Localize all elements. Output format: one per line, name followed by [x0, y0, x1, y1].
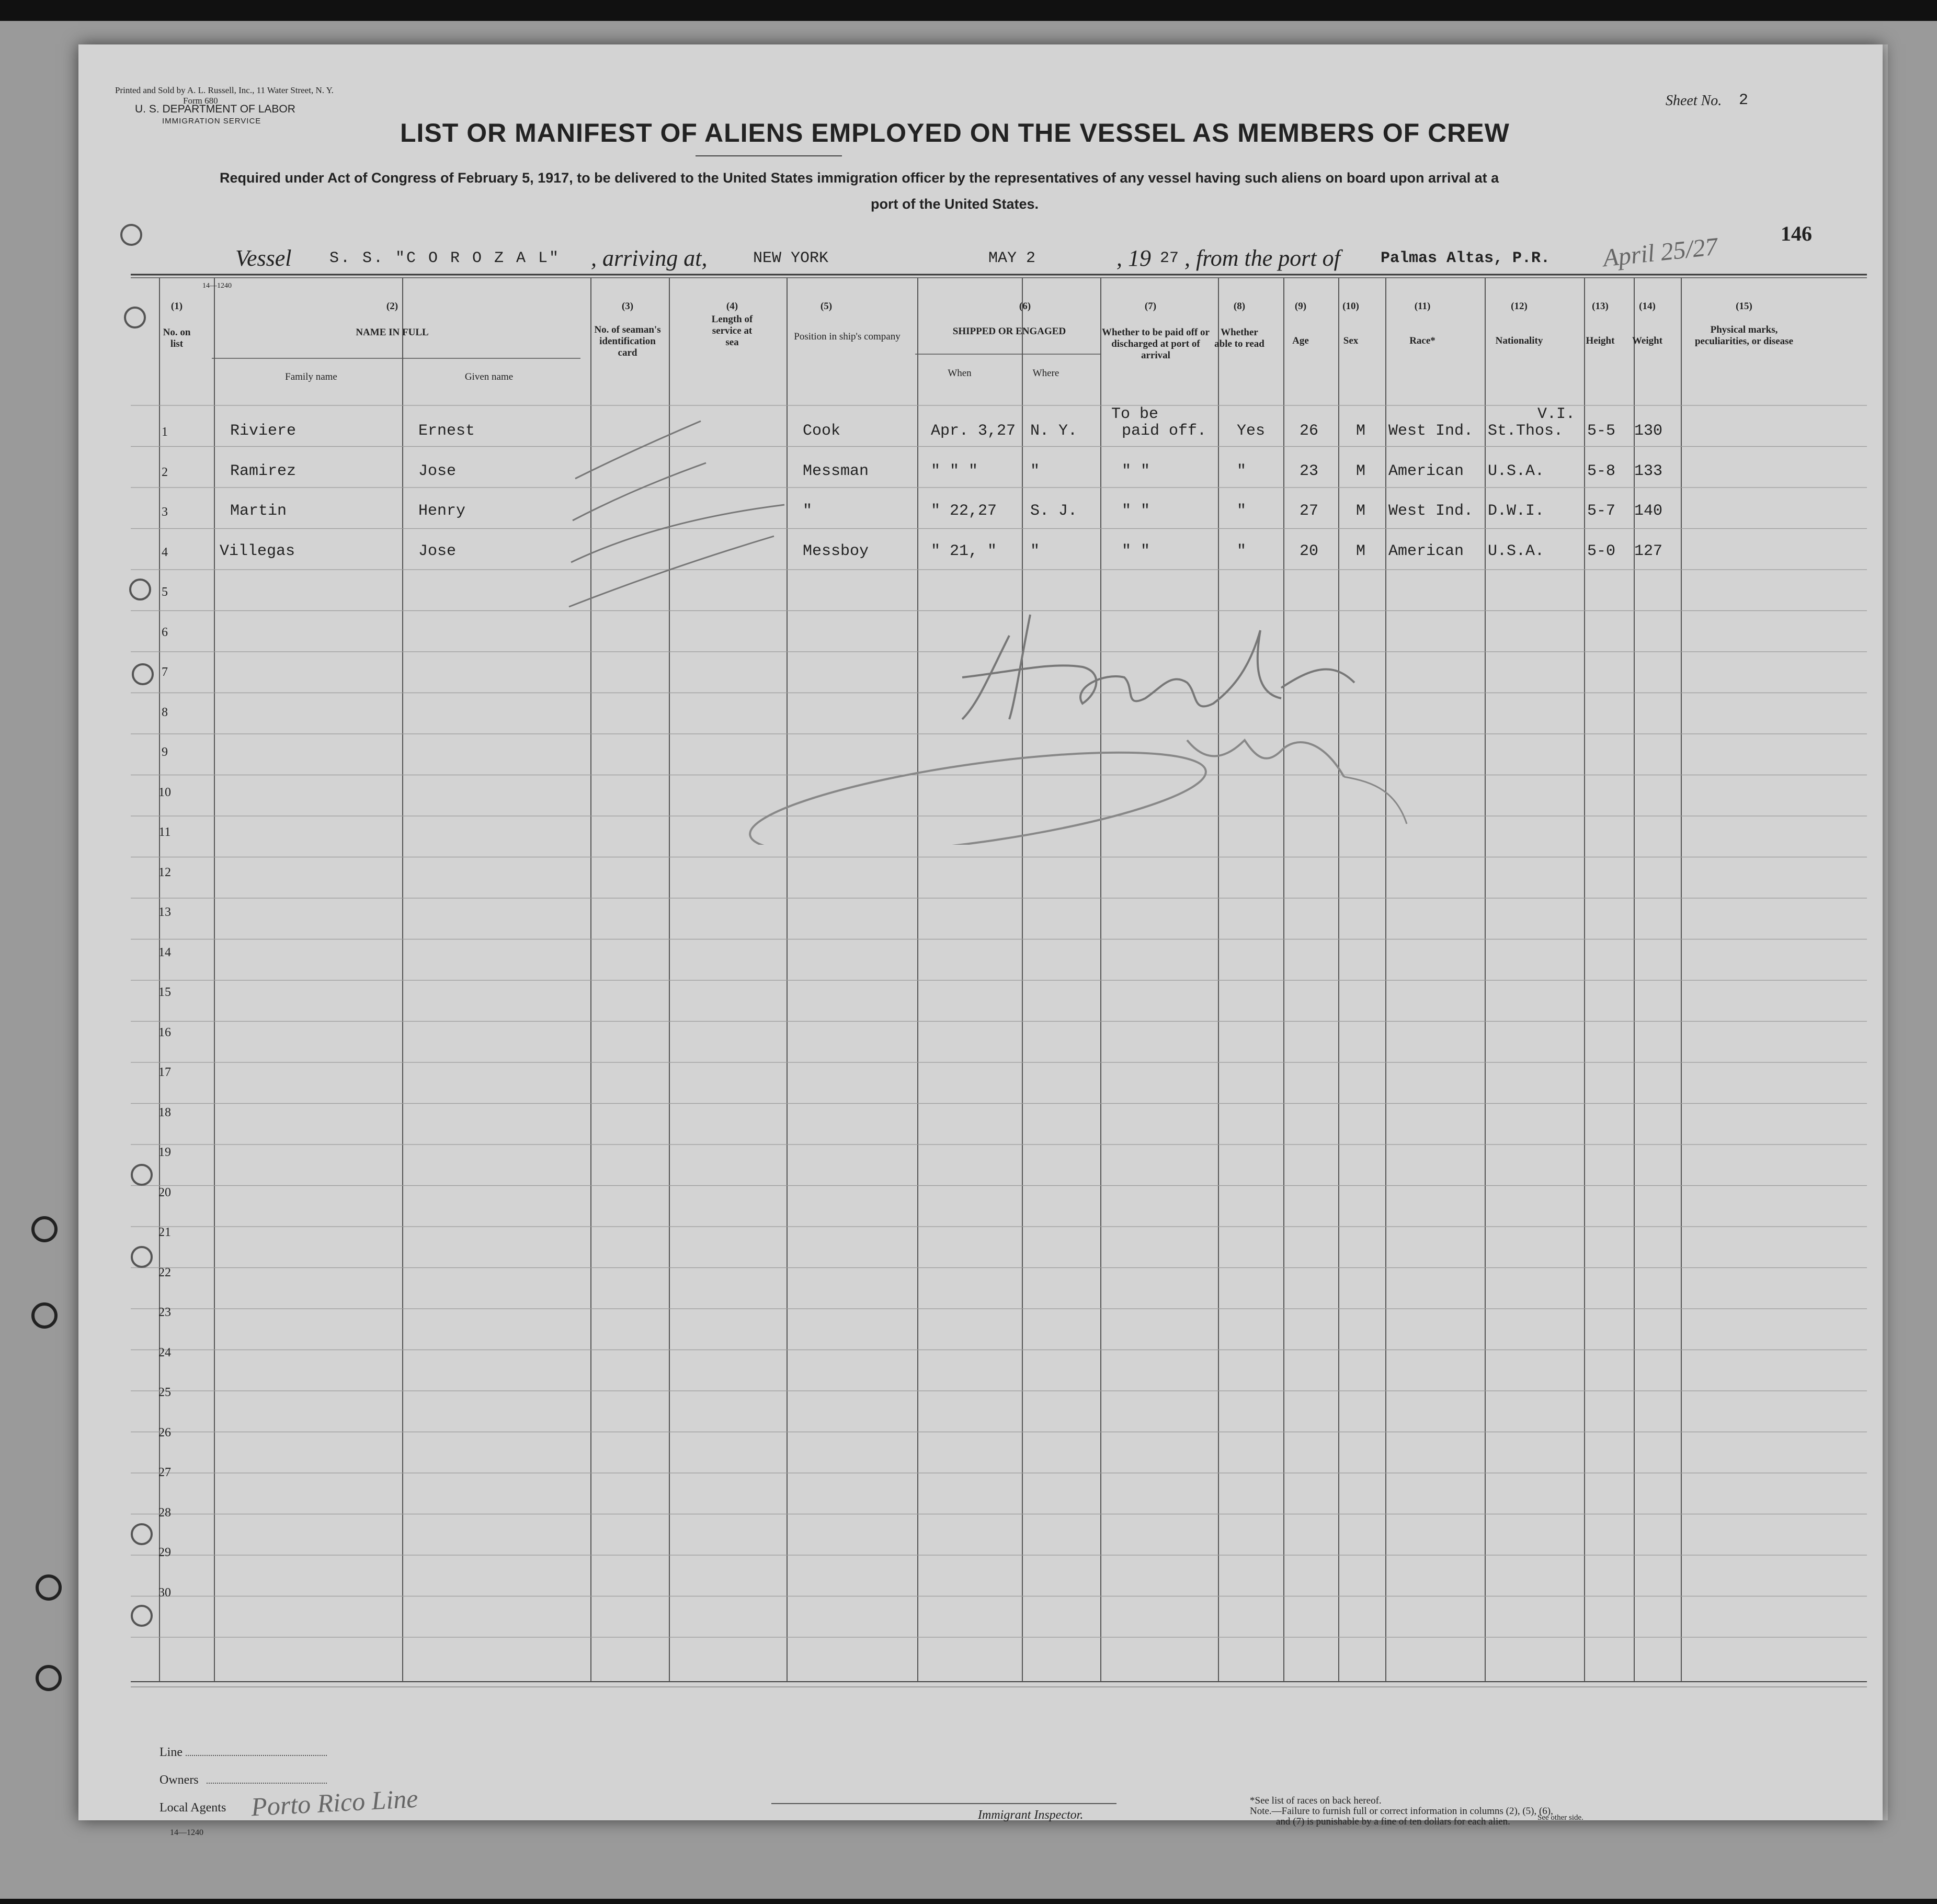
- col1-label: No. on list: [163, 327, 191, 349]
- family-name-cell: Ramirez: [230, 462, 297, 480]
- row-number: 8: [162, 705, 168, 719]
- able-to-read-cell: Yes: [1237, 422, 1266, 440]
- year-value: 27: [1160, 250, 1179, 267]
- row-number: 1: [162, 425, 168, 439]
- row-number: 14: [158, 945, 171, 959]
- shipped-when-cell: " " ": [931, 462, 978, 480]
- weight-cell: 140: [1634, 502, 1663, 520]
- col8-label: Whether able to read: [1214, 327, 1264, 349]
- subtitle-line-2: port of the United States.: [871, 196, 1039, 212]
- col3-num: (3): [621, 301, 634, 312]
- row-number: 10: [158, 785, 171, 799]
- manifest-page: [78, 44, 1883, 1837]
- race-cell: West Ind.: [1388, 422, 1474, 440]
- binder-hole: [131, 1605, 153, 1627]
- shipped-where-cell: ": [1030, 462, 1040, 480]
- col3-label: No. of seaman's identification card: [594, 324, 661, 358]
- row-number: 17: [158, 1066, 171, 1079]
- col12-label: Nationality: [1495, 335, 1543, 346]
- sheet-label: Sheet No.: [1666, 93, 1722, 109]
- row-number: 18: [158, 1105, 171, 1119]
- sex-cell: M: [1356, 462, 1366, 480]
- vessel-label: Vessel: [235, 245, 292, 271]
- col2-sub-family: Family name: [285, 371, 337, 382]
- row-number: 21: [158, 1226, 171, 1239]
- row-number: 7: [162, 665, 168, 679]
- weight-cell: 127: [1634, 542, 1663, 560]
- col10-label: Sex: [1343, 335, 1359, 346]
- nationality-cell-top: V.I.: [1537, 405, 1576, 423]
- binder-hole: [129, 579, 151, 600]
- row-number: 4: [162, 545, 168, 559]
- from-port: Palmas Altas, P.R.: [1381, 250, 1551, 267]
- col2-label: NAME IN FULL: [356, 327, 429, 338]
- binder-hole: [36, 1574, 62, 1601]
- col11-num: (11): [1414, 301, 1431, 312]
- col6-sub-when: When: [948, 368, 972, 379]
- col14-num: (14): [1639, 301, 1656, 312]
- sex-cell: M: [1356, 542, 1366, 560]
- footer-note-3b: See other side.: [1537, 1814, 1583, 1822]
- paid-off-cell: " ": [1122, 462, 1150, 480]
- footer-note-2: Note.—Failure to furnish full or correct information in columns (2), (5), (6),: [1250, 1806, 1553, 1817]
- weight-cell: 133: [1634, 462, 1663, 480]
- col13-num: (13): [1592, 301, 1609, 312]
- inspector-label: Immigrant Inspector.: [978, 1808, 1084, 1822]
- from-port-label: , from the port of: [1184, 245, 1340, 271]
- paid-off-cell: " ": [1122, 542, 1150, 560]
- footer-line-label: Line: [159, 1746, 183, 1759]
- row-number: 2: [162, 465, 168, 479]
- position-cell: Messman: [803, 462, 869, 480]
- col10-num: (10): [1342, 301, 1359, 312]
- race-cell: American: [1388, 542, 1464, 560]
- nationality-cell: St.Thos.: [1488, 422, 1564, 440]
- binder-hole: [131, 1164, 153, 1186]
- subtitle-line-1: Required under Act of Congress of February 5, 1917, to be delivered to the United States immigration officer by the representatives of any vessel having such aliens on board upon arrival at a: [220, 170, 1499, 186]
- inspector-signature-line: [771, 1803, 1116, 1804]
- row-number: 15: [158, 985, 171, 999]
- binder-hole: [31, 1216, 58, 1242]
- col7-num: (7): [1144, 301, 1157, 312]
- col9-num: (9): [1294, 301, 1307, 312]
- row-number: 29: [158, 1546, 171, 1559]
- paid-off-cell-top: To be: [1111, 405, 1159, 423]
- col9-label: Age: [1292, 335, 1309, 346]
- handwritten-date: April 25/27: [1601, 232, 1719, 273]
- footer-note-3: and (7) is punishable by a fine of ten dollars for each alien.: [1276, 1816, 1510, 1827]
- row-number: 25: [158, 1386, 171, 1399]
- year-label: , 19: [1116, 245, 1151, 271]
- age-cell: 23: [1300, 462, 1319, 480]
- height-cell: 5-5: [1587, 422, 1616, 440]
- binder-hole: [36, 1665, 62, 1691]
- able-to-read-cell: ": [1237, 462, 1247, 480]
- col2-sub-given: Given name: [464, 371, 514, 382]
- col1-num: (1): [170, 301, 183, 312]
- row-number: 19: [158, 1146, 171, 1159]
- arriving-port: NEW YORK: [753, 250, 829, 267]
- col8-num: (8): [1233, 301, 1246, 312]
- binder-hole: [131, 1523, 153, 1545]
- height-cell: 5-8: [1587, 462, 1616, 480]
- footer-owners-field[interactable]: [207, 1783, 327, 1784]
- inspector-signature: [654, 583, 1490, 845]
- age-cell: 20: [1300, 542, 1319, 560]
- shipped-where-cell: ": [1030, 542, 1040, 560]
- binder-hole: [131, 1246, 153, 1268]
- col2-num: (2): [386, 301, 398, 312]
- binder-hole: [120, 224, 142, 246]
- race-cell: American: [1388, 462, 1464, 480]
- col6-sub-where: Where: [1032, 368, 1059, 379]
- able-to-read-cell: ": [1237, 502, 1247, 520]
- department-label: U. S. DEPARTMENT OF LABOR: [135, 103, 295, 115]
- age-cell: 26: [1300, 422, 1319, 440]
- col14-label: Weight: [1632, 335, 1663, 346]
- shipped-when-cell: " 22,27: [931, 502, 997, 520]
- footer-agents-value: Porto Rico Line: [250, 1783, 419, 1822]
- page-title: LIST OR MANIFEST OF ALIENS EMPLOYED ON THE VESSEL AS MEMBERS OF CREW: [400, 118, 1510, 148]
- form-code-top: 14—1240: [202, 282, 232, 290]
- col5-num: (5): [820, 301, 833, 312]
- col11-label: Race*: [1409, 335, 1435, 346]
- shipped-where-cell: N. Y.: [1030, 422, 1078, 440]
- col7-label: Whether to be paid off or discharged at port of arrival: [1102, 327, 1210, 361]
- arriving-label: , arriving at,: [591, 245, 708, 271]
- col4-label: Length of service at sea: [711, 314, 753, 348]
- sex-cell: M: [1356, 502, 1366, 520]
- shipped-when-cell: Apr. 3,27: [931, 422, 1016, 440]
- given-name-cell: Ernest: [418, 422, 475, 440]
- col6-label: SHIPPED OR ENGAGED: [952, 326, 1066, 337]
- row-number: 30: [158, 1585, 171, 1600]
- binder-hole: [124, 307, 146, 328]
- family-name-cell: Martin: [230, 502, 287, 520]
- able-to-read-cell: ": [1237, 542, 1247, 560]
- row-number: 22: [158, 1265, 171, 1279]
- nationality-cell: D.W.I.: [1488, 502, 1545, 520]
- col15-num: (15): [1736, 301, 1752, 312]
- row-number: 24: [158, 1345, 171, 1359]
- service-label: IMMIGRATION SERVICE: [162, 117, 261, 126]
- age-cell: 27: [1300, 502, 1319, 520]
- row-number: 13: [158, 905, 171, 919]
- paid-off-cell: paid off.: [1122, 422, 1207, 440]
- sheet-value: 2: [1739, 92, 1749, 109]
- col6-num: (6): [1019, 301, 1031, 312]
- col13-label: Height: [1586, 335, 1615, 346]
- row-number: 27: [158, 1466, 171, 1479]
- family-name-cell: Riviere: [230, 422, 297, 440]
- row-number: 16: [158, 1025, 171, 1039]
- family-name-cell: Villegas: [220, 542, 295, 560]
- nationality-cell: U.S.A.: [1488, 462, 1545, 480]
- row-number: 28: [158, 1505, 171, 1520]
- footer-owners-label: Owners: [159, 1773, 199, 1787]
- row-number: 5: [162, 585, 168, 599]
- row-number: 12: [158, 865, 171, 879]
- weight-cell: 130: [1634, 422, 1663, 440]
- footer-form-code: 14—1240: [170, 1828, 203, 1837]
- pencil-check-marks: [565, 411, 795, 609]
- sex-cell: M: [1356, 422, 1366, 440]
- shipped-where-cell: S. J.: [1030, 502, 1078, 520]
- given-name-cell: Henry: [418, 502, 466, 520]
- footer-note-1: *See list of races on back hereof.: [1250, 1795, 1382, 1806]
- row-number: 20: [158, 1185, 171, 1199]
- row-number: 3: [162, 505, 168, 519]
- race-cell: West Ind.: [1388, 502, 1474, 520]
- row-number: 23: [158, 1306, 171, 1319]
- height-cell: 5-7: [1587, 502, 1616, 520]
- position-cell: Cook: [803, 422, 841, 440]
- row-number: 6: [162, 625, 168, 639]
- row-number: 11: [158, 825, 171, 839]
- vessel-name: S. S. "C O R O Z A L": [329, 250, 561, 267]
- col4-num: (4): [726, 301, 738, 312]
- position-cell: Messboy: [803, 542, 869, 560]
- footer-line-field[interactable]: [186, 1755, 327, 1756]
- paid-off-cell: " ": [1122, 502, 1150, 520]
- given-name-cell: Jose: [418, 542, 457, 560]
- page-number: 146: [1781, 222, 1812, 245]
- footer-agents-label: Local Agents: [159, 1801, 226, 1815]
- row-number: 26: [158, 1425, 171, 1440]
- form-number: Form 680: [183, 96, 218, 106]
- binder-hole: [132, 663, 154, 685]
- col5-label: Position in ship's company: [794, 331, 901, 342]
- printer-line: Printed and Sold by A. L. Russell, Inc., 11 Water Street, N. Y.: [115, 85, 334, 95]
- height-cell: 5-0: [1587, 542, 1616, 560]
- position-cell: ": [803, 502, 813, 520]
- arrival-date: MAY 2: [988, 250, 1036, 267]
- shipped-when-cell: " 21, ": [931, 542, 997, 560]
- given-name-cell: Jose: [418, 462, 457, 480]
- row-number: 9: [162, 745, 168, 759]
- binder-hole: [31, 1302, 58, 1329]
- col15-label: Physical marks, peculiarities, or disease: [1694, 324, 1794, 347]
- nationality-cell: U.S.A.: [1488, 542, 1545, 560]
- col12-num: (12): [1511, 301, 1528, 312]
